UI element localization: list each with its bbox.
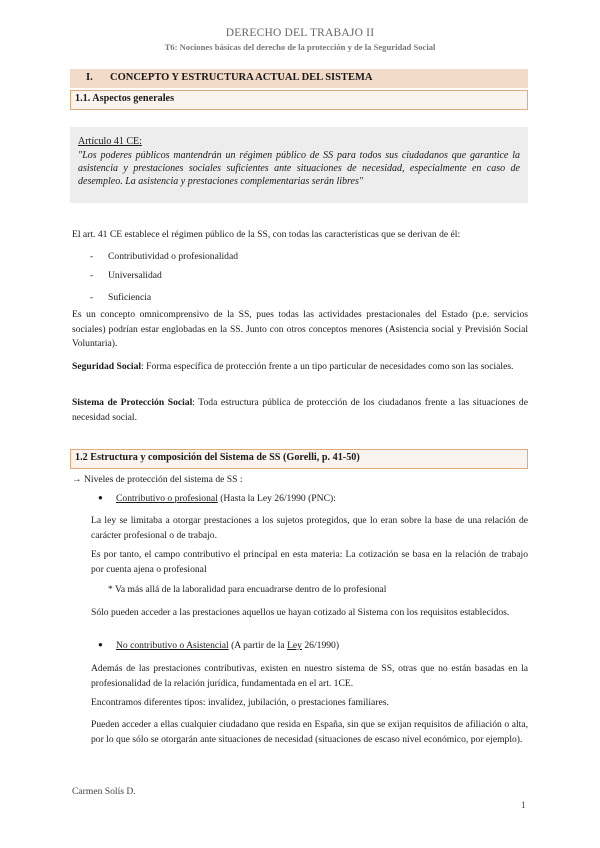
level1-paragraph-1: La ley se limitaba a otorgar prestaciones a los sujetos protegidos, que lo eran sobre la base de una relación de carácter profesional o de trabajo. — [91, 515, 528, 541]
quote-box — [70, 127, 528, 203]
level-post: 26/1990) — [301, 640, 340, 651]
level-label: Contributivo o profesional — [116, 493, 218, 504]
quote-title: Artículo 41 CE: — [78, 136, 142, 147]
definition-term: Sistema de Protección Social — [72, 397, 193, 408]
list-item-text: Contributividad o profesionalidad — [108, 251, 239, 262]
bullet-icon: ● — [98, 493, 103, 502]
page-number: 1 — [521, 800, 526, 811]
level1-paragraph-2: Es por tanto, el campo contributivo el principal en esta materia: La cotización se basa en la relación de trabajo por cuenta ajena o profesional — [91, 549, 528, 575]
section-title: CONCEPTO Y ESTRUCTURA ACTUAL DEL SISTEMA — [110, 72, 373, 83]
subsection-heading-1-2: 1.2 Estructura y composición del Sistema de SS (Gorelli, p. 41-50) — [70, 449, 528, 469]
levels-intro: → Niveles de protección del sistema de SS : — [72, 474, 243, 485]
intro-paragraph: El art. 41 CE establece el régimen público de la SS, con todas las características que se derivan de él: — [72, 229, 461, 240]
dash-marker: - — [90, 251, 94, 262]
level2-paragraph-2: Encontramos diferentes tipos: invalidez, jubilación, o prestaciones familiares. — [91, 697, 389, 708]
list-item — [90, 270, 162, 281]
law-link: Ley — [287, 640, 302, 651]
list-item — [90, 292, 151, 303]
definition-seguridad-social — [72, 360, 528, 375]
document-title: DERECHO DEL TRABAJO II — [225, 27, 375, 39]
dash-marker: - — [90, 270, 94, 281]
document-subtitle: T6: Nociones básicas del derecho de la protección y de la Seguridad Social — [164, 42, 436, 52]
footer-author: Carmen Solís D. — [72, 786, 136, 797]
definition-text: : Forma específica de protección frente a un tipo particular de necesidades como son las sociales. — [141, 361, 514, 372]
level-no-contributivo — [98, 640, 339, 651]
subsection-heading-1-1: 1.1. Aspectos generales — [70, 90, 528, 110]
list-item-text: Universalidad — [108, 270, 162, 281]
level2-paragraph-3: Pueden acceder a ellas cualquier ciudadano que resida en España, sin que se exijan requisitos de afiliación o alta, por lo que sólo se otorgarán ante situaciones de necesidad (situaciones de escaso nivel económico, por ejemplo). — [91, 719, 528, 745]
level-pre: (A partir de la — [228, 640, 288, 651]
list-item-text: Suficiencia — [108, 292, 152, 303]
section-heading — [70, 69, 528, 88]
level2-paragraph-1: Además de las prestaciones contributivas, existen en nuestro sistema de SS, otras que no están basadas en la profesionalidad de la relación jurídica, fundamentada en el art. 1CE. — [91, 663, 528, 689]
level-suffix: (Hasta la Ley 26/1990 (PNC): — [217, 493, 336, 504]
quote-text: "Los poderes públicos mantendrán un régimen público de SS para todos sus ciudadanos que garantice la asistencia y prestaciones sociales suficientes ante situaciones de necesidad, especialmente en caso de desempleo. La asistencia y prestaciones complementarias serán libres" — [78, 150, 520, 187]
dash-marker: - — [90, 292, 94, 303]
bullet-icon: ● — [98, 640, 103, 649]
level1-paragraph-3: Sólo pueden acceder a las prestaciones aquellos ue hayan cotizado al Sistema con los requisitos establecidos. — [91, 607, 510, 618]
level1-note: * Va más allá de la laboralidad para encuadrarse dentro de lo profesional — [108, 584, 387, 595]
concept-paragraph: Es un concepto omnicomprensivo de la SS, pues todas las actividades prestacionales del Estado (p.e. servicios sociales) podrían estar englobadas en la SS. Junto con otros conceptos menores (Asistencia social y Previsión Social Voluntaria). — [72, 309, 528, 350]
level-contributivo — [98, 493, 336, 504]
definition-sistema-proteccion — [72, 396, 528, 425]
list-item — [90, 251, 238, 262]
level-label: No contributivo o Asistencial — [116, 640, 229, 651]
definition-term: Seguridad Social — [72, 361, 142, 372]
section-number: I. — [86, 72, 93, 83]
definition-text: : Toda estructura pública de protección de los ciudadanos frente a las situaciones de necesidad social. — [72, 397, 528, 423]
